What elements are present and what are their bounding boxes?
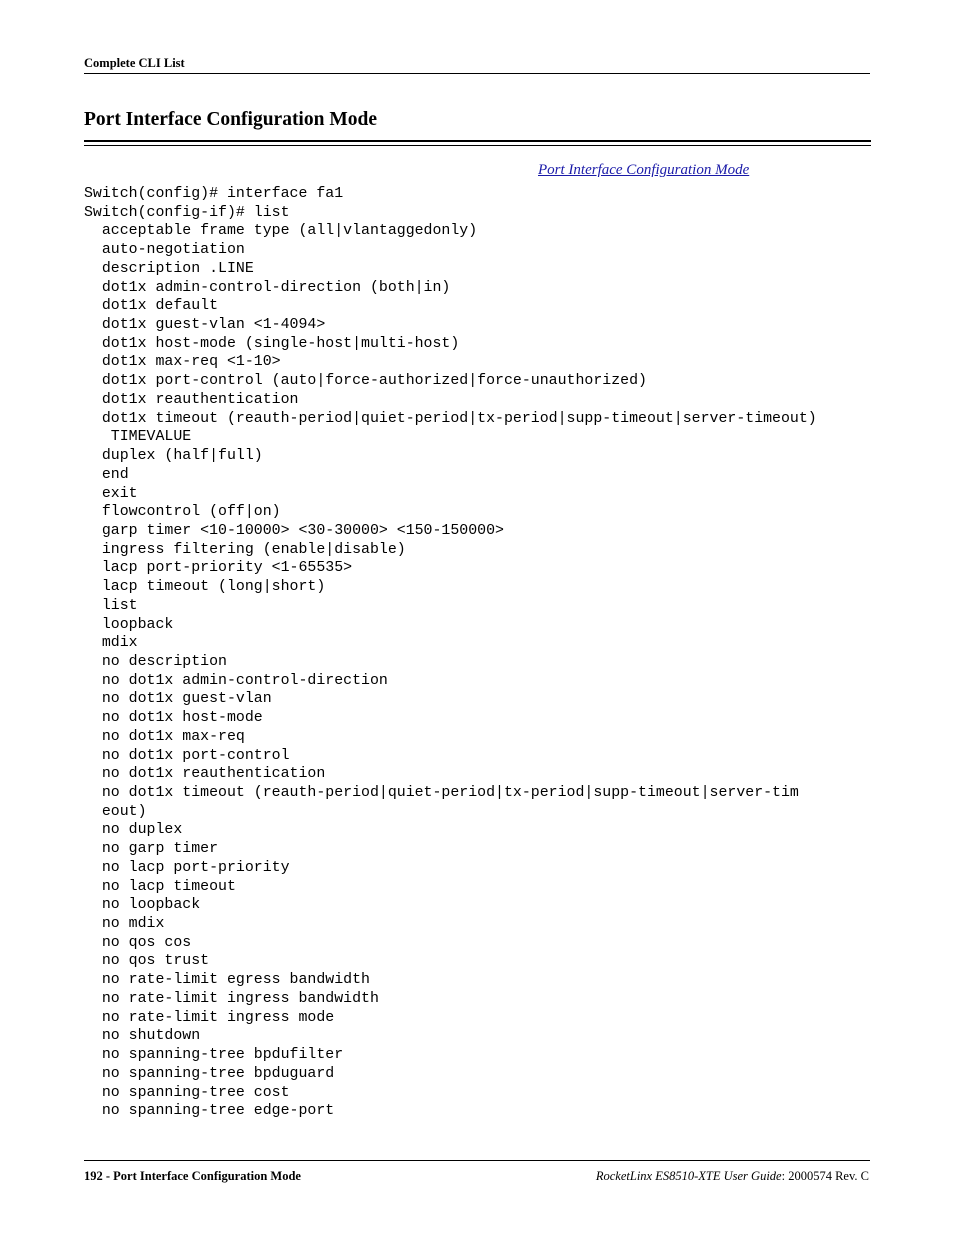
cli-line: dot1x host-mode (single-host|multi-host) [84, 335, 460, 352]
footer-doc-number: : 2000574 Rev. C [781, 1169, 869, 1183]
cli-line: list [84, 597, 138, 614]
cli-line: ingress filtering (enable|disable) [84, 541, 406, 558]
footer-page-label: 192 - Port Interface Configuration Mode [84, 1169, 301, 1183]
cli-line: Switch(config)# interface fa1 [84, 186, 344, 202]
cli-line: dot1x admin-control-direction (both|in) [84, 279, 451, 296]
title-rule-bottom [84, 145, 871, 146]
cli-line: no dot1x timeout (reauth-period|quiet-period|tx-period|supp-timeout|server-tim [84, 785, 799, 801]
cli-line: no spanning-tree edge-port [84, 1103, 335, 1120]
cli-code-block [84, 185, 817, 1121]
cli-line: no dot1x admin-control-direction [84, 672, 388, 689]
cli-line: duplex (half|full) [84, 448, 263, 465]
cli-line: no dot1x port-control [84, 747, 290, 764]
cli-line: no rate-limit ingress mode [84, 1009, 335, 1026]
cli-line: no lacp port-priority [84, 859, 290, 876]
header-rule [84, 73, 870, 74]
cli-line: no garp timer [84, 841, 219, 858]
cli-line: acceptable frame type (all|vlantaggedonly) [84, 223, 478, 240]
cli-line: no loopback [84, 897, 201, 914]
cli-line: no spanning-tree bpduguard [84, 1065, 335, 1082]
cli-line: no rate-limit ingress bandwidth [84, 990, 379, 1007]
cli-line: no rate-limit egress bandwidth [84, 972, 370, 989]
cli-line: no description [84, 653, 227, 670]
cli-line: end [84, 466, 129, 483]
running-header: Complete CLI List [84, 56, 185, 70]
cli-line: exit [84, 485, 138, 502]
footer-rule [84, 1160, 870, 1161]
title-rule-top [84, 140, 871, 142]
cli-line: lacp timeout (long|short) [84, 579, 326, 596]
cli-line: no dot1x max-req [84, 728, 245, 745]
cli-line: no dot1x reauthentication [84, 766, 326, 783]
cli-line: no qos cos [84, 934, 192, 951]
cli-line: flowcontrol (off|on) [84, 504, 281, 521]
cli-line: Switch(config-if)# list [84, 204, 290, 221]
cli-line: no duplex [84, 822, 183, 839]
cli-line: dot1x port-control (auto|force-authorized|force-unauthorized) [84, 373, 647, 390]
cli-line: no lacp timeout [84, 878, 236, 895]
cli-line: dot1x reauthentication [84, 391, 299, 408]
cli-line: garp timer <10-10000> <30-30000> <150-150000> [84, 522, 504, 539]
cli-line: no shutdown [84, 1028, 201, 1045]
cli-line: dot1x guest-vlan <1-4094> [84, 317, 326, 334]
cli-line: dot1x max-req <1-10> [84, 354, 281, 371]
cli-line: lacp port-priority <1-65535> [84, 560, 353, 577]
footer-product-name: RocketLinx ES8510-XTE User Guide [595, 1169, 782, 1183]
cli-line: no dot1x guest-vlan [84, 691, 272, 708]
cli-line: dot1x default [84, 298, 219, 315]
cli-line: auto-negotiation [84, 242, 245, 259]
cross-reference-link[interactable]: Port Interface Configuration Mode [538, 162, 750, 178]
cli-line: dot1x timeout (reauth-period|quiet-period|tx-period|supp-timeout|server-timeout) [84, 410, 817, 427]
footer-doc-label [596, 1169, 869, 1184]
cli-line: no spanning-tree bpdufilter [84, 1047, 344, 1064]
cli-line: no mdix [84, 916, 165, 933]
section-title: Port Interface Configuration Mode [84, 109, 377, 130]
cli-line: loopback [84, 616, 174, 633]
cli-line: no spanning-tree cost [84, 1084, 290, 1101]
cli-line: description .LINE [84, 260, 254, 277]
cli-line: no dot1x host-mode [84, 710, 263, 727]
cli-line: mdix [84, 635, 138, 652]
cli-line: no qos trust [84, 953, 210, 970]
cli-line: eout) [84, 803, 147, 820]
cli-line: TIMEVALUE [84, 429, 192, 446]
